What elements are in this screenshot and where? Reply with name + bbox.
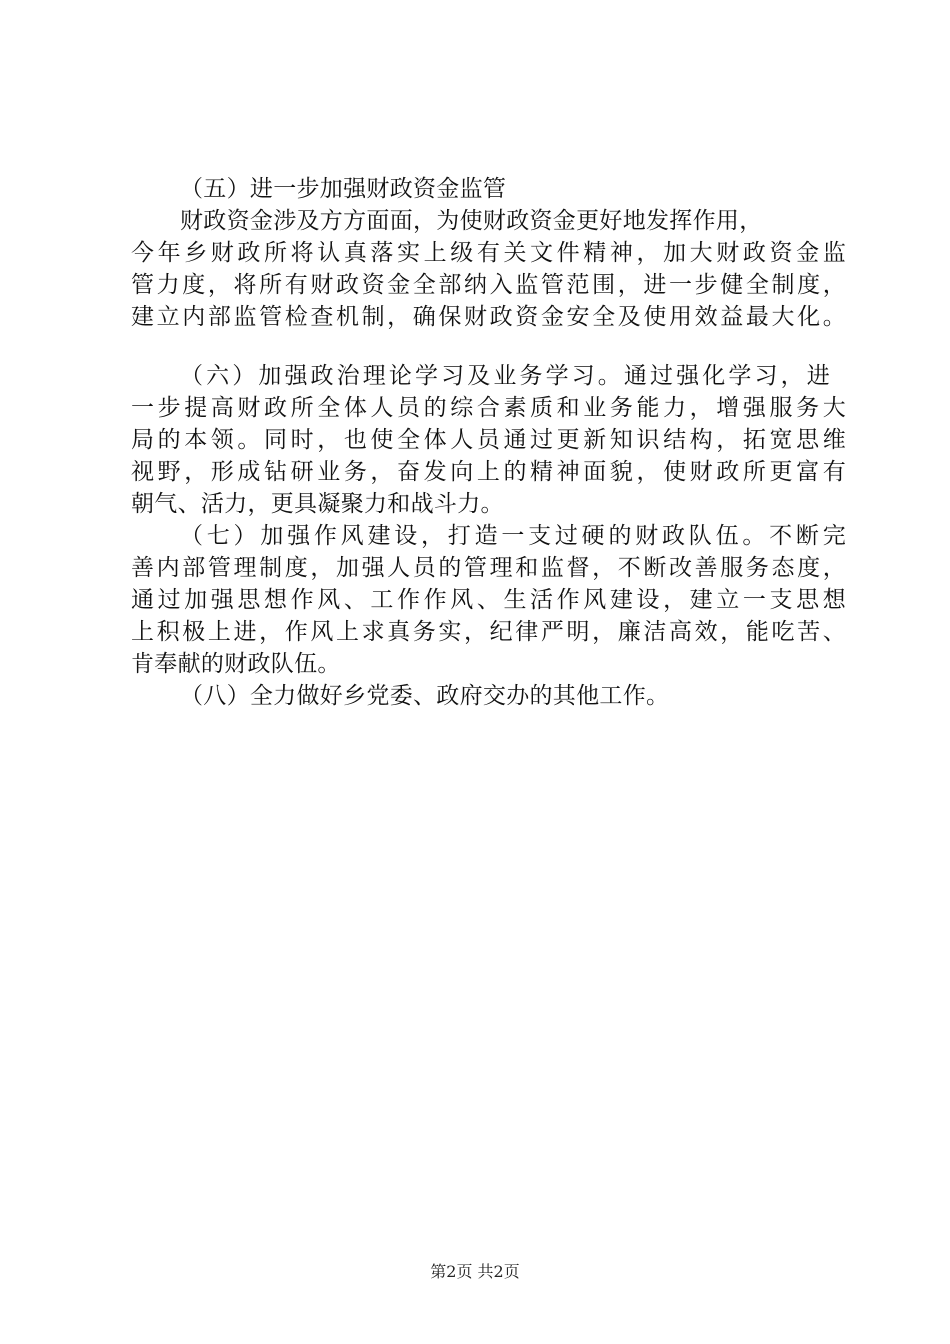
section-heading-7: （七）加强作风建设，打造一支过硬的财政队伍。不断完 xyxy=(180,523,846,549)
paragraph-line: 今年乡财政所将认真落实上级有关文件精神，加大财政资金监 xyxy=(131,240,846,266)
paragraph-line: 通过加强思想作风、工作作风、生活作风建设，建立一支思想 xyxy=(131,587,846,613)
paragraph-line: 朝气、活力，更具凝聚力和战斗力。 xyxy=(131,491,504,517)
paragraph-line: 财政资金涉及方方面面，为使财政资金更好地发挥作用， xyxy=(180,208,763,234)
paragraph-line: 肯奉献的财政队伍。 xyxy=(131,651,341,677)
paragraph-line: 局的本领。同时，也使全体人员通过更新知识结构，拓宽思维 xyxy=(131,427,846,453)
paragraph-line: 善内部管理制度，加强人员的管理和监督，不断改善服务态度， xyxy=(131,555,846,581)
page-number-footer: 第2页 共2页 xyxy=(430,1262,520,1281)
section-heading-8: （八）全力做好乡党委、政府交办的其他工作。 xyxy=(180,683,670,709)
section-heading-5: （五）进一步加强财政资金监管 xyxy=(180,176,507,202)
section-heading-6: （六）加强政治理论学习及业务学习。通过强化学习，进 xyxy=(180,363,830,389)
paragraph-line: 建立内部监管检查机制，确保财政资金安全及使用效益最大化。 xyxy=(131,304,846,330)
paragraph-line: 上积极上进，作风上求真务实，纪律严明，廉洁高效，能吃苦、 xyxy=(131,619,846,645)
paragraph-line: 管力度，将所有财政资金全部纳入监管范围，进一步健全制度， xyxy=(131,272,846,298)
paragraph-line: 视野，形成钻研业务，奋发向上的精神面貌，使财政所更富有 xyxy=(131,459,846,485)
paragraph-line: 一步提高财政所全体人员的综合素质和业务能力，增强服务大 xyxy=(131,395,846,421)
